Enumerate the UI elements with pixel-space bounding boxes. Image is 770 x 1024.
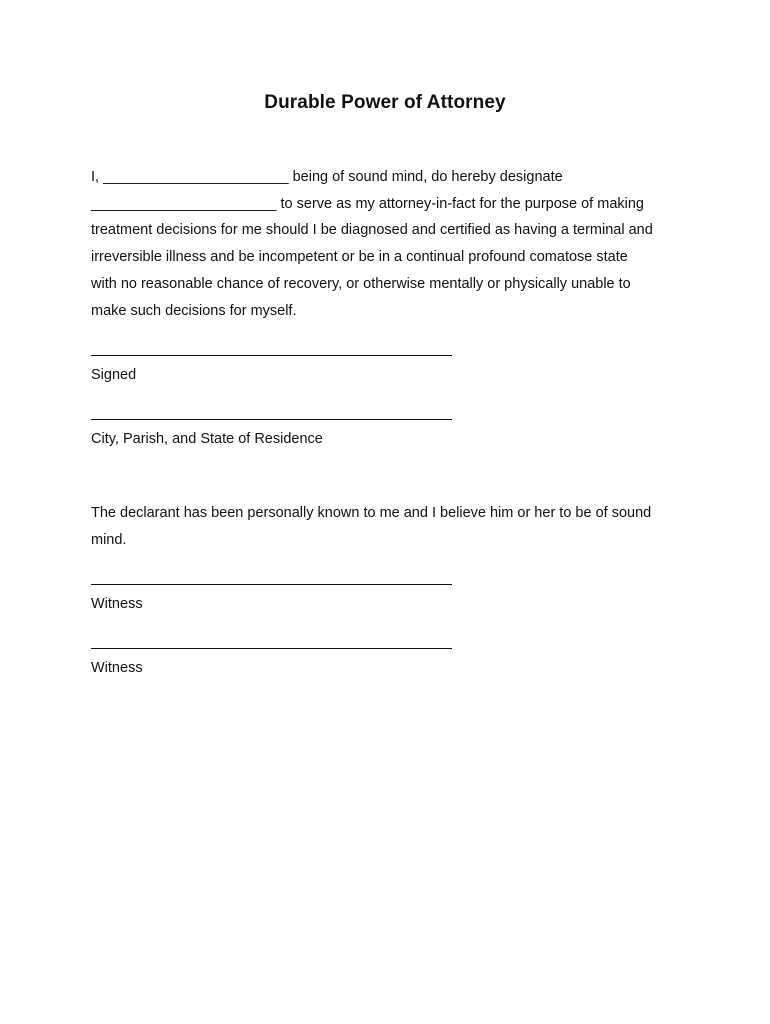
witness-2-line xyxy=(91,648,452,649)
signed-label: Signed xyxy=(91,367,137,383)
paragraph-line-1 xyxy=(91,169,563,185)
principal-name-blank: _______________________ xyxy=(103,169,289,185)
declaration-line-1: The declarant has been personally known to me and I believe him or her to be of sound xyxy=(91,505,652,521)
signature-line xyxy=(91,355,452,356)
witness-1-line xyxy=(91,584,452,585)
document-title: Durable Power of Attorney xyxy=(264,92,506,113)
attorney-name-blank: _______________________ xyxy=(91,196,277,212)
designation-text: to serve as my attorney-in-fact for the purpose of making xyxy=(280,196,644,212)
intro-prefix: I, xyxy=(91,169,100,185)
declaration-line-2: mind. xyxy=(91,532,127,548)
paragraph-line-4: irreversible illness and be incompetent or be in a continual profound comatose state xyxy=(91,249,628,265)
residence-line xyxy=(91,419,452,420)
intro-suffix: being of sound mind, do hereby designate xyxy=(292,169,563,185)
witness-1-label: Witness xyxy=(91,596,143,612)
paragraph-line-2 xyxy=(91,196,644,212)
paragraph-line-6: make such decisions for myself. xyxy=(91,303,297,319)
paragraph-line-3: treatment decisions for me should I be diagnosed and certified as having a terminal and xyxy=(91,222,653,238)
residence-label: City, Parish, and State of Residence xyxy=(91,431,323,447)
paragraph-line-5: with no reasonable chance of recovery, or otherwise mentally or physically unable to xyxy=(91,276,631,292)
witness-2-label: Witness xyxy=(91,660,143,676)
